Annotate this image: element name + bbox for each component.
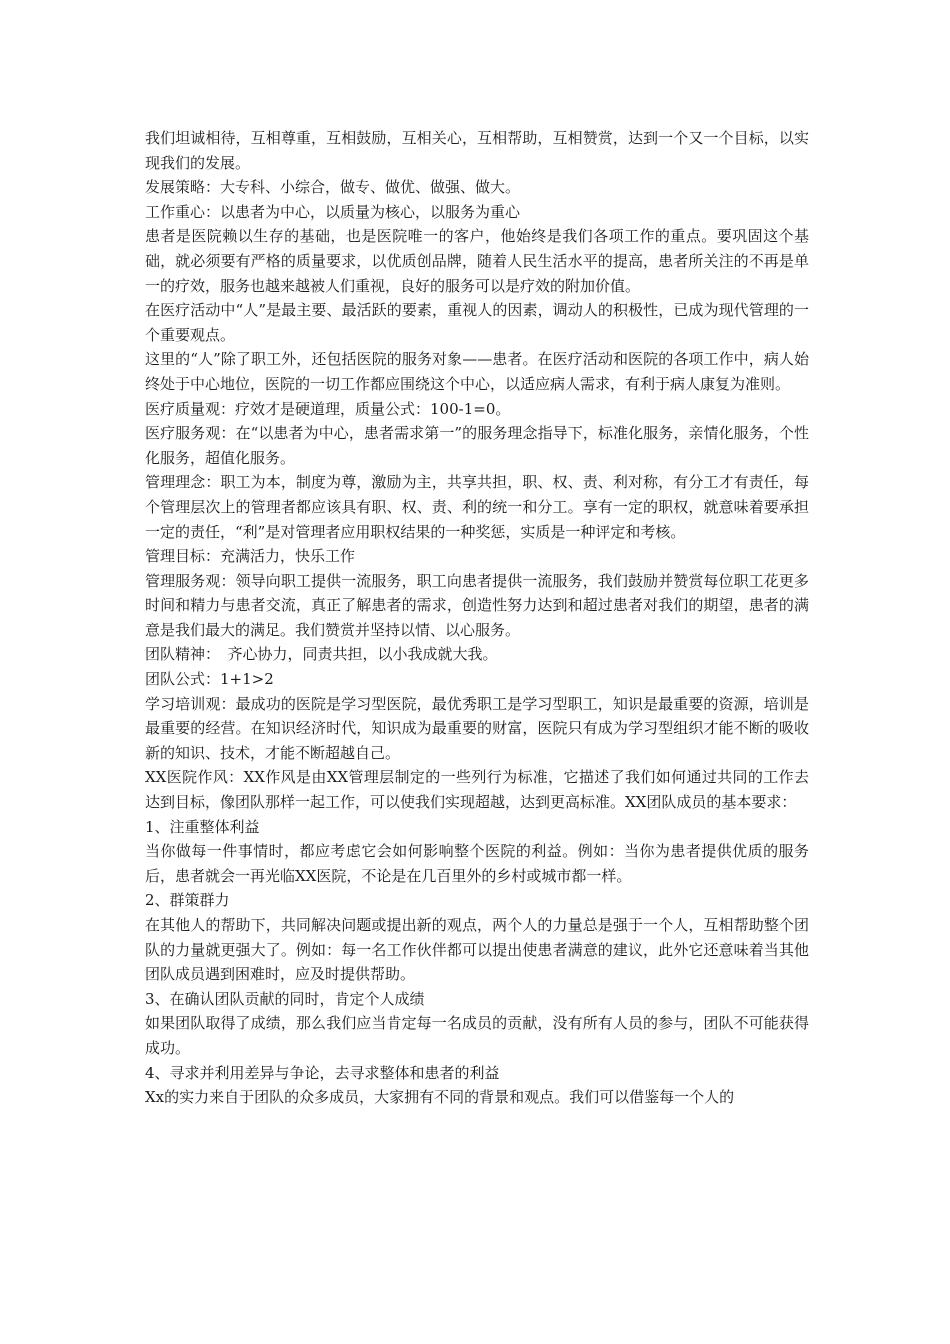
- paragraph-management-concept: 管理理念：职工为本，制度为尊，激励为主，共享共担，职、权、责、利对称，有分工才有责任，每个管理层次上的管理者都应该具有职、权、责、利的统一和分工。享有一定的职权，就意味着要承担一定的责任，“利”是对管理者应用职权结果的一种奖惩，实质是一种评定和考核。: [145, 473, 809, 541]
- paragraph-management-service: 管理服务观：领导向职工提供一流服务，职工向患者提供一流服务，我们鼓励并赞赏每位职工花更多时间和精力与患者交流，真正了解患者的需求，创造性努力达到和超过患者对我们的期望，患者的满意是我们最大的满足。我们赞赏并坚持以情、以心服务。: [145, 571, 809, 639]
- paragraph-human-factor: 在医疗活动中“人”是最主要、最活跃的要素，重视人的因素，调动人的积极性，已成为现代管理的一个重要观点。: [145, 301, 809, 344]
- paragraph-individual-achievement: 如果团队取得了成绩，那么我们应当肯定每一名成员的贡献，没有所有人员的参与，团队不可能获得成功。: [145, 1014, 809, 1057]
- paragraph-management-goal: 管理目标：充满活力，快乐工作: [145, 547, 356, 566]
- paragraph-learning-view: 学习培训观：最成功的医院是学习型医院，最优秀职工是学习型职工，知识是最重要的资源，培训是最重要的经营。在知识经济时代，知识成为最重要的财富，医院只有成为学习型组织才能不断的吸收新的知识、技术，才能不断超越自己。: [145, 694, 809, 762]
- heading-overall-interest: 1、注重整体利益: [145, 817, 260, 836]
- paragraph-patient-foundation: 患者是医院赖以生存的基础，也是医院唯一的客户，他始终是我们各项工作的重点。要巩固这个基础，就必须要有严格的质量要求，以优质创品牌，随着人民生活水平的提高，患者所关注的不再是单一的疗效，服务也越来越被人们重视，良好的服务可以是疗效的附加价值。: [145, 227, 809, 295]
- paragraph-hospital-style: XX医院作风：XX作风是由XX管理层制定的一些列行为标准，它描述了我们如何通过共同的工作去达到目标，像团队那样一起工作，可以使我们实现超越，达到更高标准。XX团队成员的基本要求：: [145, 768, 809, 812]
- heading-differences: 4、寻求并利用差异与争论，去寻求整体和患者的利益: [145, 1063, 500, 1082]
- paragraph-team-formula: 团队公式：1+1>2: [145, 670, 274, 689]
- paragraph-overall-interest: 当你做每一件事情时，都应考虑它会如何影响整个医院的利益。例如：当你为患者提供优质的服务后，患者就会一再光临XX医院，不论是在几百里外的乡村或城市都一样。: [145, 842, 809, 885]
- paragraph-intro-goals: 我们坦诚相待，互相尊重，互相鼓励，互相关心，互相帮助，互相赞赏，达到一个又一个目标，以实现我们的发展。: [145, 129, 809, 172]
- paragraph-development-strategy: 发展策略：大专科、小综合，做专、做优、做强、做大。: [145, 178, 521, 197]
- paragraph-team-spirit: 团队精神： 齐心协力，同责共担，以小我成就大我。: [145, 645, 498, 664]
- paragraph-quality-view: 医疗质量观：疗效才是硬道理，质量公式：100-1=0。: [145, 399, 511, 418]
- paragraph-service-view: 医疗服务观：在“以患者为中心，患者需求第一”的服务理念指导下，标准化服务，亲情化服务，个性化服务，超值化服务。: [145, 424, 809, 467]
- paragraph-patient-center: 这里的“人”除了职工外，还包括医院的服务对象——患者。在医疗活动和医院的各项工作中，病人始终处于中心地位，医院的一切工作都应围绕这个中心，以适应病人需求，有利于病人康复为准则。: [145, 350, 809, 393]
- document-body: [145, 126, 809, 1110]
- paragraph-differences: Xx的实力来自于团队的众多成员，大家拥有不同的背景和观点。我们可以借鉴每一个人的: [145, 1088, 735, 1107]
- paragraph-work-focus: 工作重心：以患者为中心，以质量为核心，以服务为重心: [145, 202, 521, 221]
- heading-collective-effort: 2、群策群力: [145, 891, 230, 910]
- paragraph-collective-effort: 在其他人的帮助下，共同解决问题或提出新的观点，两个人的力量总是强于一个人，互相帮助整个团队的力量就更强大了。例如：每一名工作伙伴都可以提出使患者满意的建议，此外它还意味着当其他团队成员遇到困难时，应及时提供帮助。: [145, 916, 809, 984]
- heading-individual-achievement: 3、在确认团队贡献的同时，肯定个人成绩: [145, 989, 425, 1008]
